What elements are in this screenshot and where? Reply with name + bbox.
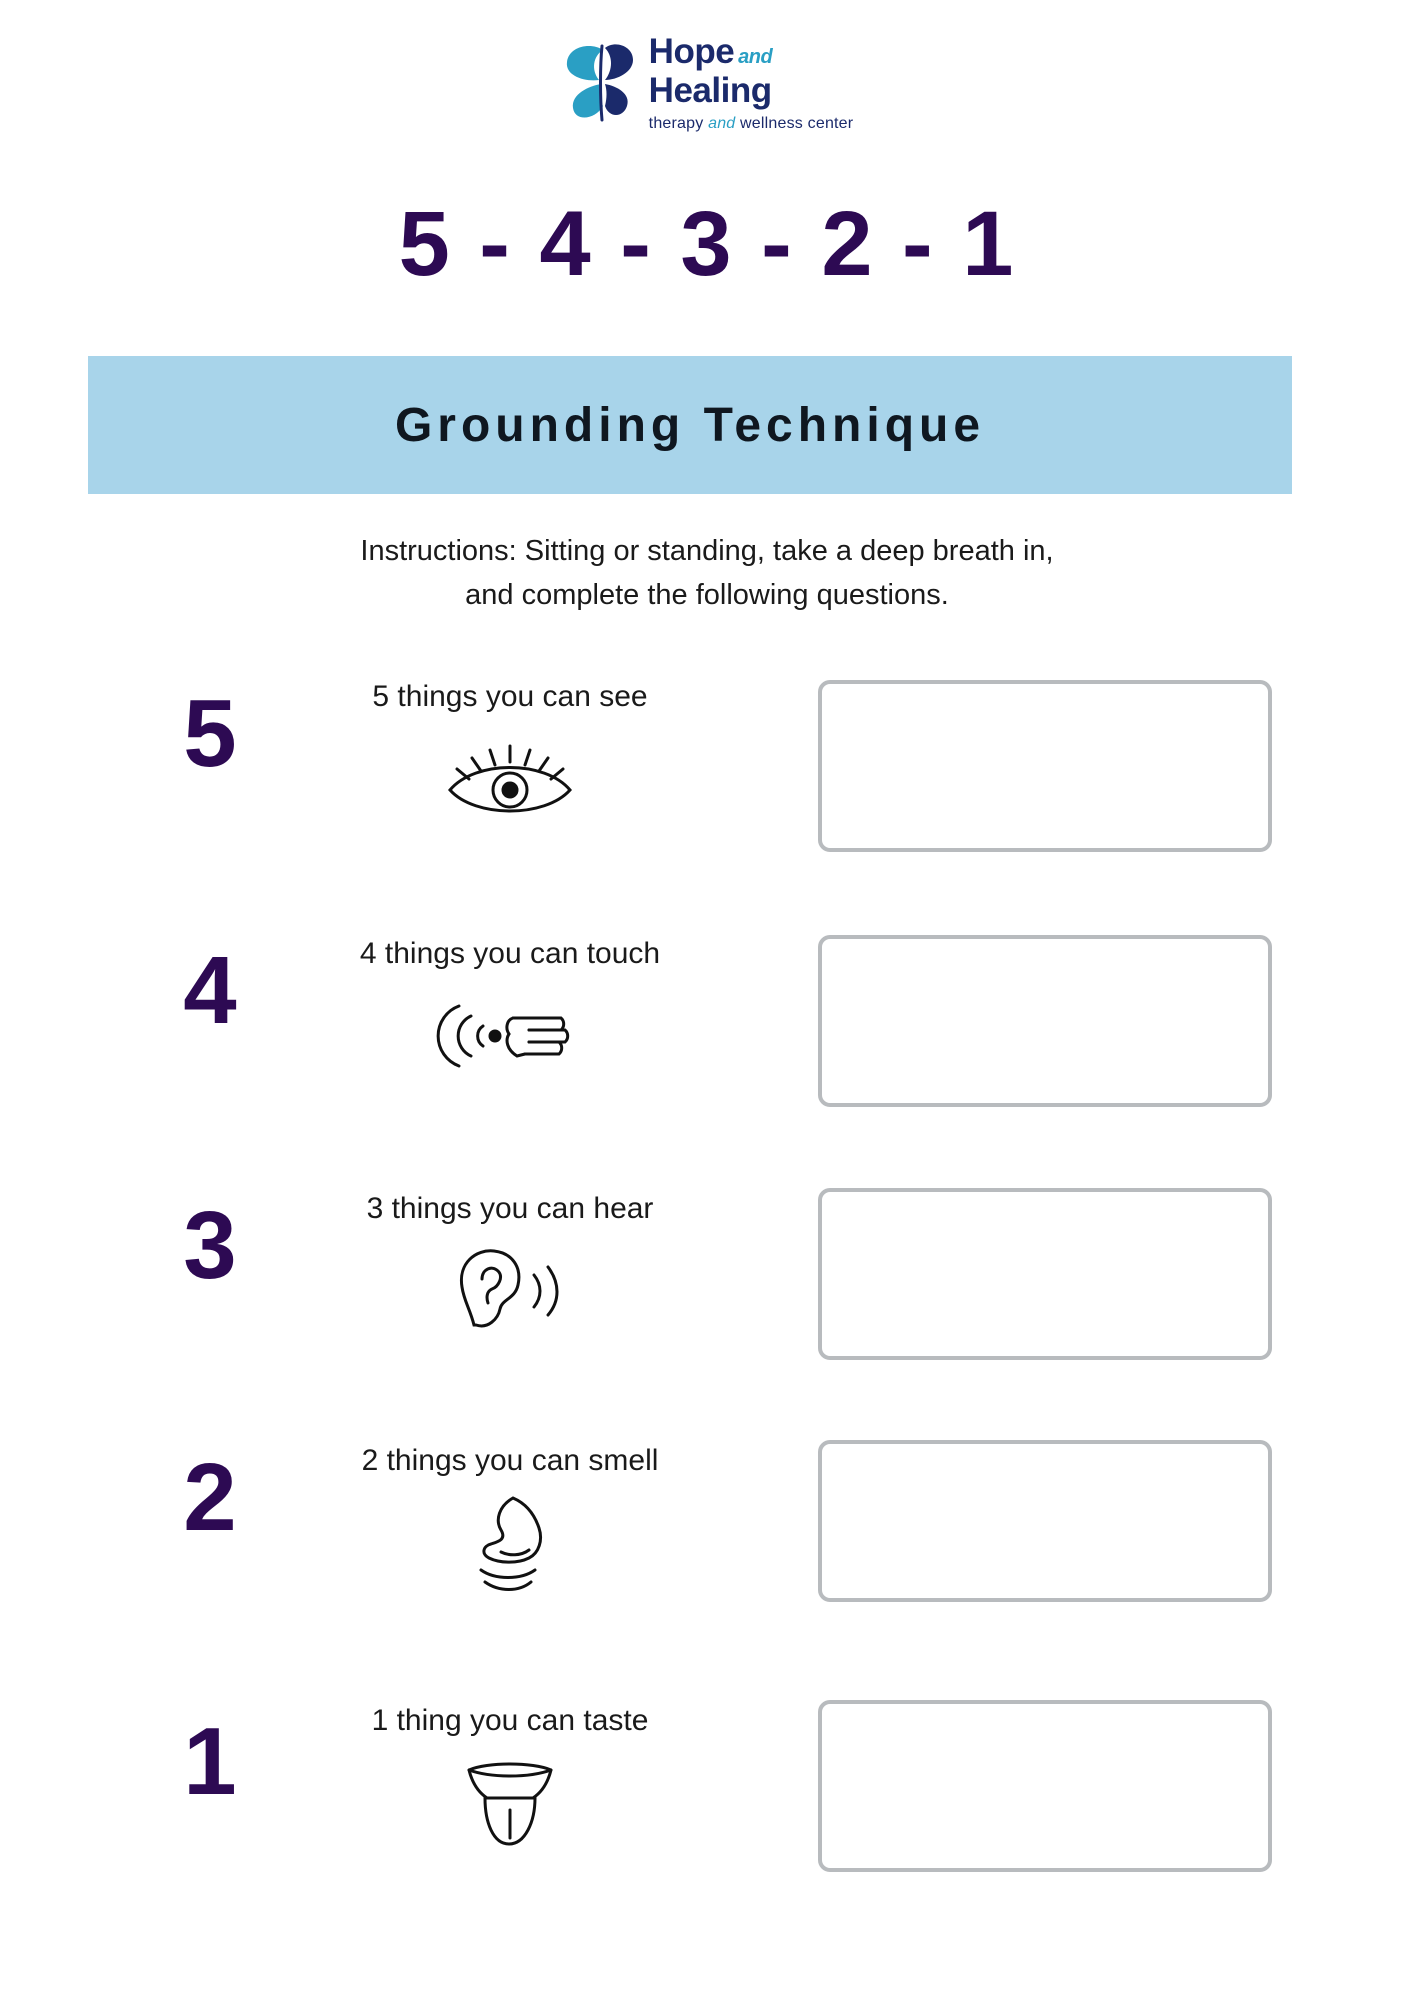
worksheet-row — [0, 925, 1414, 1135]
answer-box-see[interactable] — [818, 680, 1272, 852]
brand-logo — [0, 34, 1414, 132]
row-label: 1 thing you can taste — [371, 1704, 649, 1737]
row-label: 4 things you can touch — [359, 937, 661, 970]
mouth-tongue-icon — [300, 1748, 720, 1858]
butterfly-icon — [561, 40, 639, 126]
logo-name-line1: Hope — [648, 32, 735, 71]
nose-icon — [300, 1486, 720, 1596]
logo-tagline-part1: therapy — [648, 115, 709, 132]
row-number: 1 — [183, 1708, 237, 1815]
row-label: 2 things you can smell — [361, 1444, 659, 1477]
instructions-line-2: and complete the following questions. — [465, 578, 949, 611]
hand-touch-icon — [300, 979, 720, 1089]
banner — [88, 356, 1292, 494]
worksheet-row — [0, 668, 1414, 878]
row-number: 2 — [183, 1444, 237, 1551]
eye-icon — [300, 722, 720, 832]
answer-box-hear[interactable] — [818, 1188, 1272, 1360]
row-label: 3 things you can hear — [366, 1192, 654, 1225]
worksheet-row — [0, 1638, 1414, 1848]
worksheet-row — [0, 1180, 1414, 1390]
banner-heading: Grounding Technique — [394, 398, 986, 452]
page-title: 5 - 4 - 3 - 2 - 1 — [398, 193, 1016, 295]
worksheet-row — [0, 1432, 1414, 1642]
row-number: 3 — [183, 1192, 237, 1299]
ear-icon — [300, 1234, 720, 1344]
row-number: 5 — [183, 680, 237, 787]
instructions-line-1: Instructions: Sitting or standing, take a deep breath in, — [360, 535, 1054, 567]
row-label: 5 things you can see — [372, 680, 648, 713]
instructions — [0, 530, 1414, 617]
logo-name-line2: Healing — [648, 71, 772, 110]
answer-box-smell[interactable] — [818, 1440, 1272, 1602]
logo-tagline-and: and — [708, 115, 736, 132]
logo-tagline-part2: wellness center — [735, 115, 854, 132]
logo-name-and: and — [738, 46, 773, 68]
answer-box-taste[interactable] — [818, 1700, 1272, 1872]
answer-box-touch[interactable] — [818, 935, 1272, 1107]
row-number: 4 — [183, 937, 237, 1044]
